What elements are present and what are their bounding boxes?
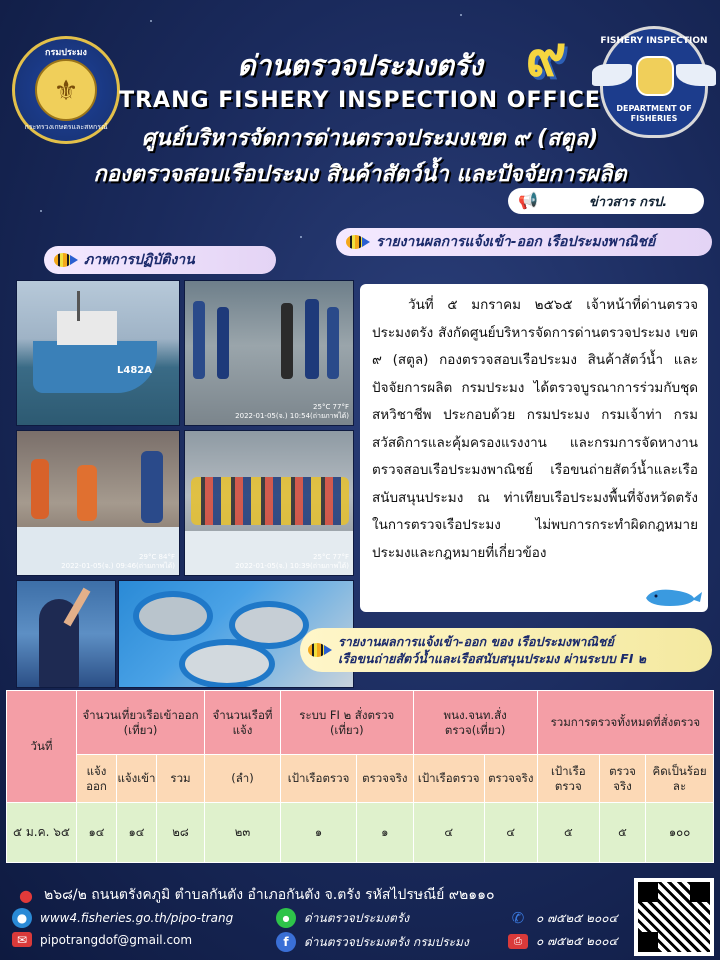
subheader-fi2-target: เป้าเรือตรวจ (281, 755, 357, 803)
crew-group (191, 477, 349, 525)
megaphone-icon: 📢 (518, 191, 538, 210)
address-text: ๒๖๘/๒ ถนนตรังคภูมิ ตำบลกันตัง อำเภอกันตัง จ.ตรัง รหัสไปรษณีย์ ๙๒๑๑๐ (44, 887, 495, 903)
header-boats: จำนวนเรือที่แจ้ง (205, 691, 281, 755)
news-label: ข่าวสาร กรป. (588, 194, 668, 210)
qr-code[interactable] (634, 878, 714, 956)
center-subtitle: ศูนย์บริหารจัดการด่านตรวจประมงเขต ๙ (สตูล) (141, 126, 599, 151)
cell-date: ๕ ม.ค. ๖๕ (7, 803, 77, 863)
report-pill (336, 228, 712, 256)
fish-icon (344, 233, 370, 251)
cell-fi2-target: ๑ (281, 803, 357, 863)
line-icon: ● (276, 908, 296, 928)
cell-out: ๑๔ (77, 803, 117, 863)
boat-cabin (57, 311, 117, 345)
subheader-sum: รวม (157, 755, 205, 803)
person-figure (31, 459, 49, 519)
badge-bottom-text: DEPARTMENT OF FISHERIES (616, 104, 692, 123)
logo-left-top-text: กรมประมง (45, 48, 87, 58)
cell-percent: ๑๐๐ (646, 803, 714, 863)
header-date: วันที่ (7, 691, 77, 803)
subheader-unit: (ลำ) (205, 755, 281, 803)
boat-mast (77, 291, 80, 321)
qr-code-pattern (638, 882, 710, 952)
region-number: ๙ (525, 23, 567, 89)
cell-in: ๑๔ (117, 803, 157, 863)
table-header-row (7, 691, 714, 755)
photo-timestamp: 29°C 84°F 2022-01-05(จ.) 09:46(ถ่ายภาพได้) (61, 553, 175, 570)
inspection-photo (16, 430, 180, 576)
fax-row (508, 932, 618, 951)
office-title-thai: ด่านตรวจประมงตรัง (237, 49, 483, 82)
facebook-icon: f (276, 932, 296, 952)
officer-photo (16, 580, 116, 688)
cell-total-target: ๕ (537, 803, 599, 863)
email-icon: ✉ (12, 932, 32, 947)
person-figure (327, 307, 339, 379)
fish-basket (179, 639, 275, 688)
header-fi2: ระบบ FI ๒ สั่งตรวจ (เที่ยว) (281, 691, 414, 755)
email-link[interactable]: pipotrangdof@gmail.com (40, 932, 193, 947)
deity-emblem-icon: ⚜ (35, 59, 97, 121)
table-row (7, 803, 714, 863)
table-subheader-row (7, 755, 714, 803)
phone-icon: ✆ (511, 909, 525, 927)
person-figure (193, 301, 205, 379)
facebook-row (276, 932, 469, 952)
website-link[interactable]: www4.fisheries.go.th/pipo-trang (40, 911, 234, 925)
fish-basket (133, 591, 213, 641)
boat-id: L482A (117, 365, 152, 376)
badge-top-text: FISHERY INSPECTION (600, 36, 708, 46)
facebook-page[interactable]: ด่านตรวจประมงตรัง กรมประมง (304, 934, 469, 949)
table-caption (338, 633, 646, 667)
subheader-pnjt-target: เป้าเรือตรวจ (413, 755, 484, 803)
cell-pnjt-actual: ๔ (484, 803, 537, 863)
whale-icon (642, 584, 704, 608)
header-trips: จำนวนเที่ยวเรือเข้าออก (เที่ยว) (77, 691, 205, 755)
line-row (276, 908, 409, 928)
website-row (12, 908, 233, 928)
subheader-total-target: เป้าเรือตรวจ (537, 755, 599, 803)
address-row (16, 884, 495, 906)
report-label: รายงานผลการแจ้งเข้า-ออก เรือประมงพาณิชย์ (376, 234, 656, 250)
person-figure (281, 303, 293, 379)
cell-boats: ๒๓ (205, 803, 281, 863)
person-figure (217, 307, 229, 379)
news-tag (508, 188, 704, 214)
header-pnjt: พนง.จนท.สั่งตรวจ(เที่ยว) (413, 691, 537, 755)
person-figure (77, 465, 97, 521)
division-subtitle: กองตรวจสอบเรือประมง สินค้าสัตว์น้ำ และปัจจัยการผลิต (93, 162, 627, 187)
globe-icon: ● (12, 908, 32, 928)
cell-sum: ๒๘ (157, 803, 205, 863)
subheader-total-actual: ตรวจจริง (599, 755, 645, 803)
fax-number: ๐ ๗๕๒๕ ๒๐๐๔ (536, 934, 618, 948)
phone-row (508, 908, 618, 928)
cell-total-actual: ๕ (599, 803, 645, 863)
logo-left-bottom-text: กระทรวงเกษตรและสหกรณ์ (24, 123, 108, 131)
subheader-out: แจ้งออก (77, 755, 117, 803)
person-figure (305, 299, 319, 379)
photo-timestamp: 25°C 77°F 2022-01-05(จ.) 10:39(ถ่ายภาพได้) (235, 553, 349, 570)
report-box (360, 284, 708, 612)
footer (0, 872, 720, 960)
phone-number[interactable]: ๐ ๗๕๒๕ ๒๐๐๔ (536, 910, 618, 925)
badge-emblem-icon (636, 56, 674, 96)
fax-icon: ⎙ (508, 934, 528, 949)
fish-icon (306, 641, 332, 659)
activities-label: ภาพการปฏิบัติงาน (84, 252, 195, 268)
table-caption-line-1: รายงานผลการแจ้งเข้า-ออก ของ เรือประมงพาณิชย์ (338, 634, 614, 649)
table-caption-line-2: เรือขนถ่ายสัตว์น้ำและเรือสนับสนุนประมง ผ่านระบบ FI ๒ (338, 651, 646, 666)
location-pin-icon: ● (19, 885, 33, 905)
header-total: รวมการตรวจทั้งหมดที่สั่งตรวจ (537, 691, 713, 755)
report-body: วันที่ ๕ มกราคม ๒๕๖๕ เจ้าหน้าที่ด่านตรวจประมงตรัง สังกัดศูนย์บริหารจัดการด่านตรวจประมง เขต ๙ (สตูล) กองตรวจสอบเรือประมง สินค้าสัตว์น้ำ และปัจจัยการผลิต กรมประมง ได้ตรวจบูรณาการร่วมกับชุดสหวิชาชีพ ประกอบด้วย กรมประมง กรมเจ้าท่า กรมสวัสดิการและคุ้มครองแรงงาน และกรมการจัดหางาน ตรวจสอบเรือประมงพาณิชย์ เรือขนถ่ายสัตว์น้ำและเรือสนับสนุนประมง ณ ท่าเทียบเรือประมงพื้นที่จังหวัดตรัง ในการตรวจเรือประมง ไม่พบการกระทำผิดกฎหมายประมงและกฎหมายที่เกี่ยวข้อง (372, 297, 698, 561)
cell-fi2-actual: ๑ (357, 803, 414, 863)
subheader-percent: คิดเป็นร้อยละ (646, 755, 714, 803)
office-title-english: TRANG FISHERY INSPECTION OFFICE (119, 88, 601, 113)
subheader-pnjt-actual: ตรวจจริง (484, 755, 537, 803)
fish-icon (52, 251, 78, 269)
subheader-fi2-actual: ตรวจจริง (357, 755, 414, 803)
officers-photo (184, 280, 354, 426)
email-row (12, 932, 192, 947)
activities-pill (44, 246, 276, 274)
table-caption-pill (300, 628, 712, 672)
subheader-in: แจ้งเข้า (117, 755, 157, 803)
crew-photo (184, 430, 354, 576)
photo-timestamp: 25°C 77°F 2022-01-05(จ.) 10:54(ถ่ายภาพได้) (235, 403, 349, 420)
photo-collage (16, 280, 354, 688)
boat-photo (16, 280, 180, 426)
line-account[interactable]: ด่านตรวจประมงตรัง (304, 910, 410, 925)
person-figure (141, 451, 163, 523)
inspection-stats-table (6, 690, 714, 863)
cell-pnjt-target: ๔ (413, 803, 484, 863)
